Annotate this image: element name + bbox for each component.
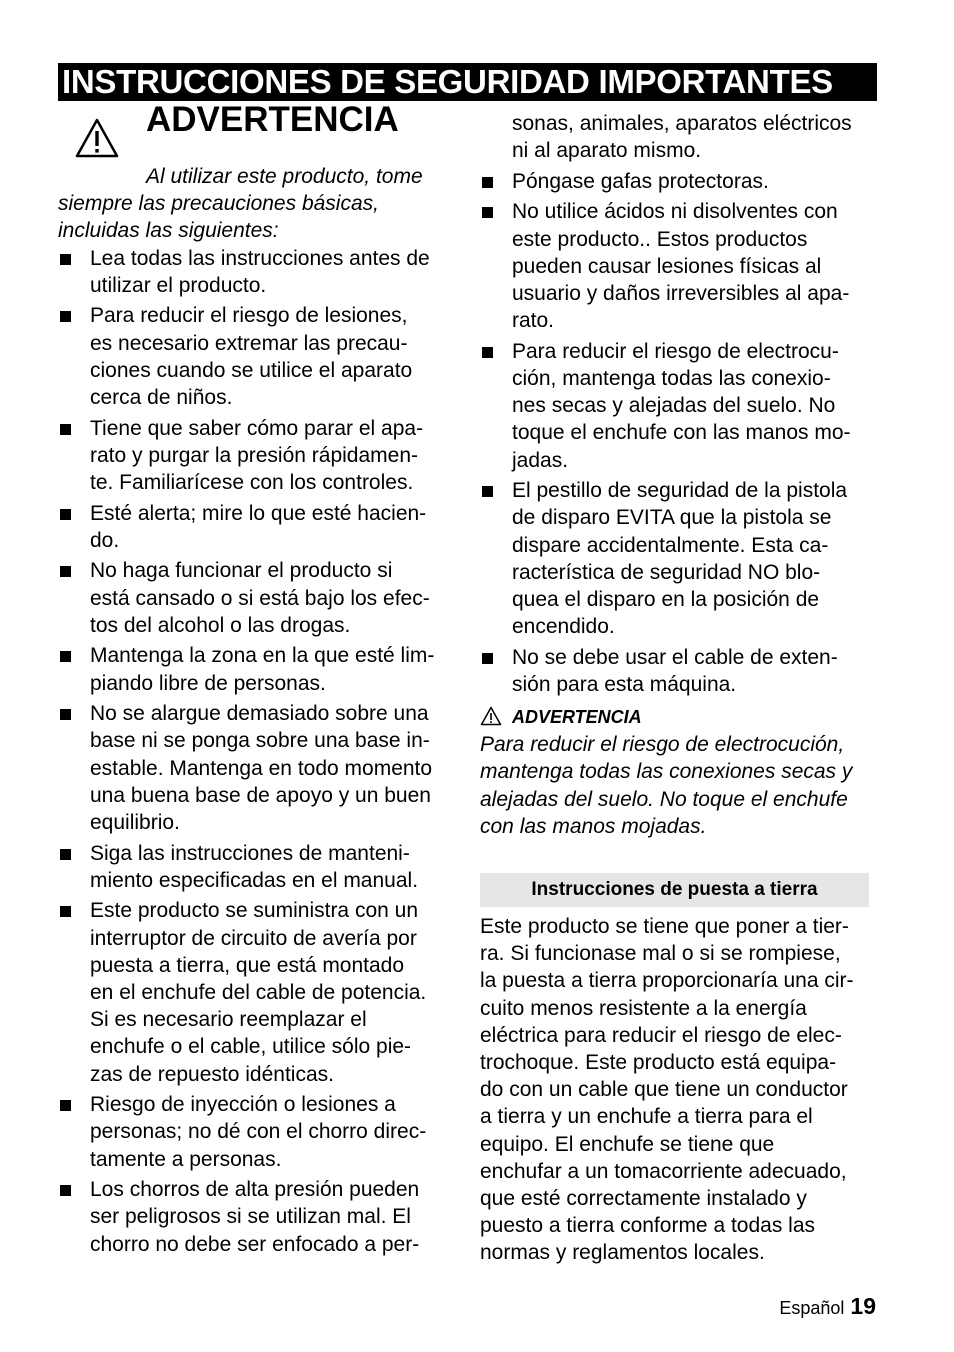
list-item-line: es necesario extremar las precau- <box>90 331 408 355</box>
warning-note-line: con las manos mojadas. <box>480 814 707 838</box>
paragraph-line: do con un cable que tiene un conductor <box>480 1078 848 1102</box>
square-bullet-icon <box>482 207 493 218</box>
list-item-line: sión para esta máquina. <box>512 673 737 697</box>
list-item-line: Tiene que saber cómo parar el apa- <box>90 416 424 440</box>
list-item-line: tamente a personas. <box>90 1147 282 1171</box>
list-item <box>480 477 878 640</box>
list-item-line: de disparo EVITA que la pistola se <box>512 506 832 530</box>
paragraph-line: la puesta a tierra proporcionaría una cir- <box>480 969 854 993</box>
list-item-line: usuario y daños irreversibles al apa- <box>512 282 850 305</box>
list-item <box>58 897 458 1087</box>
list-item-line: No haga funcionar el producto si <box>90 559 393 583</box>
square-bullet-icon <box>60 254 71 265</box>
list-item-line: Siga las instrucciones de manteni- <box>90 841 410 865</box>
list-item <box>58 840 458 894</box>
list-item <box>480 168 878 195</box>
square-bullet-icon <box>60 566 71 577</box>
safety-list-right <box>480 168 878 698</box>
paragraph-line: normas y reglamentos locales. <box>480 1241 765 1265</box>
list-item-line: una buena base de apoyo y un buen <box>90 783 431 807</box>
section-banner: INSTRUCCIONES DE SEGURIDAD IMPORTANTES <box>58 63 877 101</box>
paragraph-line: puesto a tierra conforme a todas las <box>480 1214 816 1238</box>
square-bullet-icon <box>60 1185 71 1196</box>
list-item-line: dispare accidentalmente. Esta ca- <box>512 533 829 557</box>
list-item-line: No utilice ácidos ni disolventes con <box>512 200 838 224</box>
list-item-line: sonas, animales, aparatos eléctricos <box>512 112 852 135</box>
list-item <box>58 302 458 411</box>
square-bullet-icon <box>60 509 71 520</box>
list-item-line: puesta a tierra, que está montado <box>90 953 405 977</box>
list-item <box>58 700 458 836</box>
list-item-line: chorro no debe ser enfocado a per- <box>90 1232 420 1256</box>
list-item-line: jadas. <box>512 448 569 472</box>
warning-note-line: alejadas del suelo. No toque el enchufe <box>480 787 848 811</box>
square-bullet-icon <box>60 311 71 322</box>
list-item-line: Si es necesario reemplazar el <box>90 1008 367 1032</box>
list-item-line: miento especificadas en el manual. <box>90 868 419 892</box>
list-item-line: tos del alcohol o las drogas. <box>90 613 351 637</box>
paragraph-line: enchufar a un tomacorriente adecuado, <box>480 1159 847 1183</box>
list-item-line: está cansado o si está bajo los efec- <box>90 586 430 610</box>
square-bullet-icon <box>60 424 71 435</box>
left-column <box>58 163 458 1261</box>
warning-triangle-icon <box>480 706 502 726</box>
list-item-line: Riesgo de inyección o lesiones a <box>90 1093 396 1117</box>
square-bullet-icon <box>482 653 493 664</box>
list-item <box>58 1091 458 1173</box>
warning-note-text <box>480 731 878 840</box>
square-bullet-icon <box>60 651 71 662</box>
list-item-line: El pestillo de seguridad de la pistola <box>512 479 848 503</box>
list-item <box>58 1176 458 1258</box>
list-item-line: este producto.. Estos productos <box>512 227 808 251</box>
list-item-line: ser peligrosos si se utilizan mal. El <box>90 1205 411 1229</box>
paragraph-line: ra. Si funcionase mal o si se rompiese, <box>480 942 841 966</box>
intro-line: incluidas las siguientes: <box>58 219 279 243</box>
list-item <box>58 642 458 696</box>
list-item-line: Mantenga la zona en la que esté lim- <box>90 644 435 668</box>
list-item <box>58 500 458 554</box>
list-item-line: nes secas y alejadas del suelo. No <box>512 394 836 418</box>
list-item <box>480 198 878 334</box>
list-item <box>480 338 878 474</box>
paragraph-line: a tierra y un enchufe a tierra para el <box>480 1105 813 1129</box>
list-item-line: personas; no dé con el chorro direc- <box>90 1120 427 1144</box>
list-item-line: ción, mantenga todas las conexio- <box>512 367 831 390</box>
list-item-line: No se debe usar el cable de exten- <box>512 645 838 669</box>
list-item-line: Para reducir el riesgo de lesiones, <box>90 304 408 328</box>
list-item-line: Los chorros de alta presión pueden <box>90 1178 420 1202</box>
list-item-line: rato. <box>512 309 555 333</box>
paragraph-line: que esté correctamente instalado y <box>480 1187 807 1211</box>
intro-line: Al utilizar este producto, tome <box>146 165 423 188</box>
grounding-subheading: Instrucciones de puesta a tierra <box>480 873 869 907</box>
list-item-line: pueden causar lesiones físicas al <box>512 254 822 278</box>
paragraph-line: equipo. El enchufe se tiene que <box>480 1132 775 1156</box>
list-item-line: Este producto se suministra con un <box>90 899 419 923</box>
footer-language: Español <box>779 1298 845 1318</box>
list-item-line: enchufe o el cable, utilice sólo pie- <box>90 1035 412 1059</box>
square-bullet-icon <box>482 486 493 497</box>
list-item <box>480 644 878 698</box>
paragraph-line: trochoque. Este producto está equipa- <box>480 1051 837 1075</box>
list-item-line: quea el disparo en la posición de <box>512 588 820 612</box>
square-bullet-icon <box>60 849 71 860</box>
paragraph-line: eléctrica para reducir el riesgo de elec- <box>480 1023 842 1047</box>
intro-text <box>58 163 458 245</box>
page-number: 19 <box>850 1293 876 1319</box>
list-item-line: base ni se ponga sobre una base in- <box>90 729 430 753</box>
list-item-line: do. <box>90 528 120 552</box>
list-item-line: piando libre de personas. <box>90 671 326 695</box>
list-item-line: rato y purgar la presión rápidamen- <box>90 443 419 467</box>
square-bullet-icon <box>60 906 71 917</box>
list-item-line: Esté alerta; mire lo que esté hacien- <box>90 501 427 525</box>
list-item <box>58 415 458 497</box>
list-item-line: Lea todas las instrucciones antes de <box>90 246 430 270</box>
list-item-line: cerca de niños. <box>90 386 233 410</box>
square-bullet-icon <box>60 709 71 720</box>
list-item <box>58 557 458 639</box>
square-bullet-icon <box>482 177 493 188</box>
warning-note-header <box>480 704 878 731</box>
page-footer <box>779 1292 876 1322</box>
list-item-line: encendido. <box>512 615 615 639</box>
right-column <box>480 110 878 1267</box>
continued-item <box>512 110 878 164</box>
list-item-line: No se alargue demasiado sobre una <box>90 702 429 726</box>
warning-triangle-icon <box>74 117 120 159</box>
intro-line: siempre las precauciones básicas, <box>58 192 379 216</box>
square-bullet-icon <box>482 347 493 358</box>
warning-heading: ADVERTENCIA <box>146 100 399 139</box>
list-item-line: te. Familiarícese con los controles. <box>90 471 414 495</box>
square-bullet-icon <box>60 1100 71 1111</box>
list-item <box>58 245 458 299</box>
list-item-line: equilibrio. <box>90 811 180 835</box>
list-item-line: interruptor de circuito de avería por <box>90 926 417 950</box>
list-item-line: zas de repuesto idénticas. <box>90 1062 334 1086</box>
warning-note-line: mantenga todas las conexiones secas y <box>480 760 853 784</box>
paragraph-line: Este producto se tiene que poner a tier- <box>480 915 849 939</box>
list-item-line: ni al aparato mismo. <box>512 139 702 163</box>
warning-note-line: Para reducir el riesgo de electrocución, <box>480 733 845 757</box>
grounding-paragraph <box>480 913 878 1267</box>
list-item-line: Póngase gafas protectoras. <box>512 169 769 193</box>
list-item-line: ciones cuando se utilice el aparato <box>90 358 413 382</box>
list-item-line: racterística de seguridad NO blo- <box>512 560 821 584</box>
list-item-line: Para reducir el riesgo de electrocu- <box>512 339 839 363</box>
list-item-line: utilizar el producto. <box>90 273 267 297</box>
list-item-line: toque el enchufe con las manos mo- <box>512 421 851 445</box>
list-item-line: estable. Mantenga en todo momento <box>90 756 433 780</box>
warning-note-label: ADVERTENCIA <box>512 707 642 728</box>
paragraph-line: cuito menos resistente a la energía <box>480 996 807 1020</box>
safety-list-left <box>58 245 458 1258</box>
list-item-line: en el enchufe del cable de potencia. <box>90 981 427 1005</box>
